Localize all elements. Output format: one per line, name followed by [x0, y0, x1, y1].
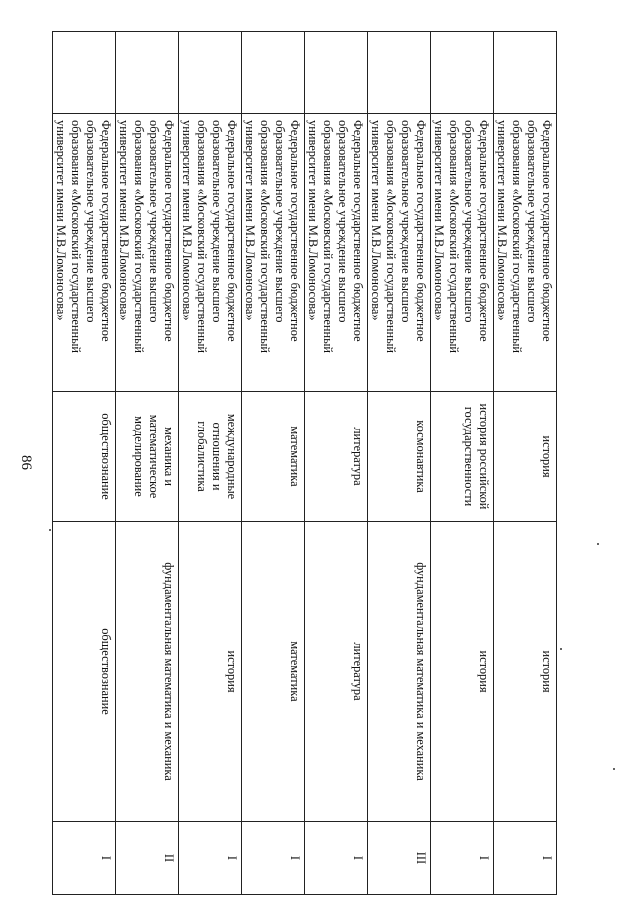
table-row [179, 32, 242, 895]
organizer-cell: Федеральное государственное бюджетное образовательное учреждение высшего образования «Московский государственный университет имени М.В.Ломоносова» [368, 114, 431, 392]
organizer-cell: Федеральное государственное бюджетное образовательное учреждение высшего образования «Московский государственный университет имени М.В.Ломоносова» [116, 114, 179, 392]
profile-cell: история [494, 392, 557, 522]
level-cell: III [368, 822, 431, 895]
level-cell: I [179, 822, 242, 895]
row-empty-cell [116, 32, 179, 114]
subject-cell: математика [242, 522, 305, 822]
organizer-cell: Федеральное государственное бюджетное образовательное учреждение высшего образования «Московский государственный университет имени М.В.Ломоносова» [242, 114, 305, 392]
page-number: 86 [18, 455, 34, 470]
profile-cell: механика и математическое моделирование [116, 392, 179, 522]
scan-speck [597, 543, 599, 545]
organizer-cell: Федеральное государственное бюджетное образовательное учреждение высшего образования «Московский государственный университет имени М.В.Ломоносова» [53, 114, 116, 392]
subject-cell: фундаментальная математика и механика [368, 522, 431, 822]
row-empty-cell [431, 32, 494, 114]
subject-cell: фундаментальная математика и механика [116, 522, 179, 822]
organizer-cell: Федеральное государственное бюджетное образовательное учреждение высшего образования «Московский государственный университет имени М.В.Ломоносова» [179, 114, 242, 392]
profile-cell: обществознание [53, 392, 116, 522]
table-row [494, 32, 557, 895]
row-empty-cell [242, 32, 305, 114]
profile-cell: математика [242, 392, 305, 522]
profile-cell: литература [305, 392, 368, 522]
profile-cell: история российской государственности [431, 392, 494, 522]
level-cell: I [242, 822, 305, 895]
organizer-cell: Федеральное государственное бюджетное образовательное учреждение высшего образования «Московский государственный университет имени М.В.Ломоносова» [305, 114, 368, 392]
olympiad-table [52, 31, 557, 895]
row-empty-cell [305, 32, 368, 114]
row-empty-cell [368, 32, 431, 114]
rotated-table-container [54, 31, 557, 894]
subject-cell: история [494, 522, 557, 822]
organizer-cell: Федеральное государственное бюджетное образовательное учреждение высшего образования «Московский государственный университет имени М.В.Ломоносова» [431, 114, 494, 392]
table-row [431, 32, 494, 895]
scan-speck [613, 768, 615, 770]
organizer-cell: Федеральное государственное бюджетное образовательное учреждение высшего образования «Московский государственный университет имени М.В.Ломоносова» [494, 114, 557, 392]
table-row [368, 32, 431, 895]
profile-cell: международные отношения и глобалистика [179, 392, 242, 522]
subject-cell: история [431, 522, 494, 822]
row-empty-cell [179, 32, 242, 114]
scan-speck [560, 648, 562, 650]
subject-cell: обществознание [53, 522, 116, 822]
level-cell: I [53, 822, 116, 895]
scan-speck [49, 529, 51, 531]
table-row [305, 32, 368, 895]
subject-cell: литература [305, 522, 368, 822]
level-cell: I [305, 822, 368, 895]
level-cell: II [116, 822, 179, 895]
table-row [116, 32, 179, 895]
row-empty-cell [53, 32, 116, 114]
table-row [53, 32, 116, 895]
profile-cell: космонавтика [368, 392, 431, 522]
row-empty-cell [494, 32, 557, 114]
table-row [242, 32, 305, 895]
level-cell: I [431, 822, 494, 895]
subject-cell: история [179, 522, 242, 822]
level-cell: I [494, 822, 557, 895]
